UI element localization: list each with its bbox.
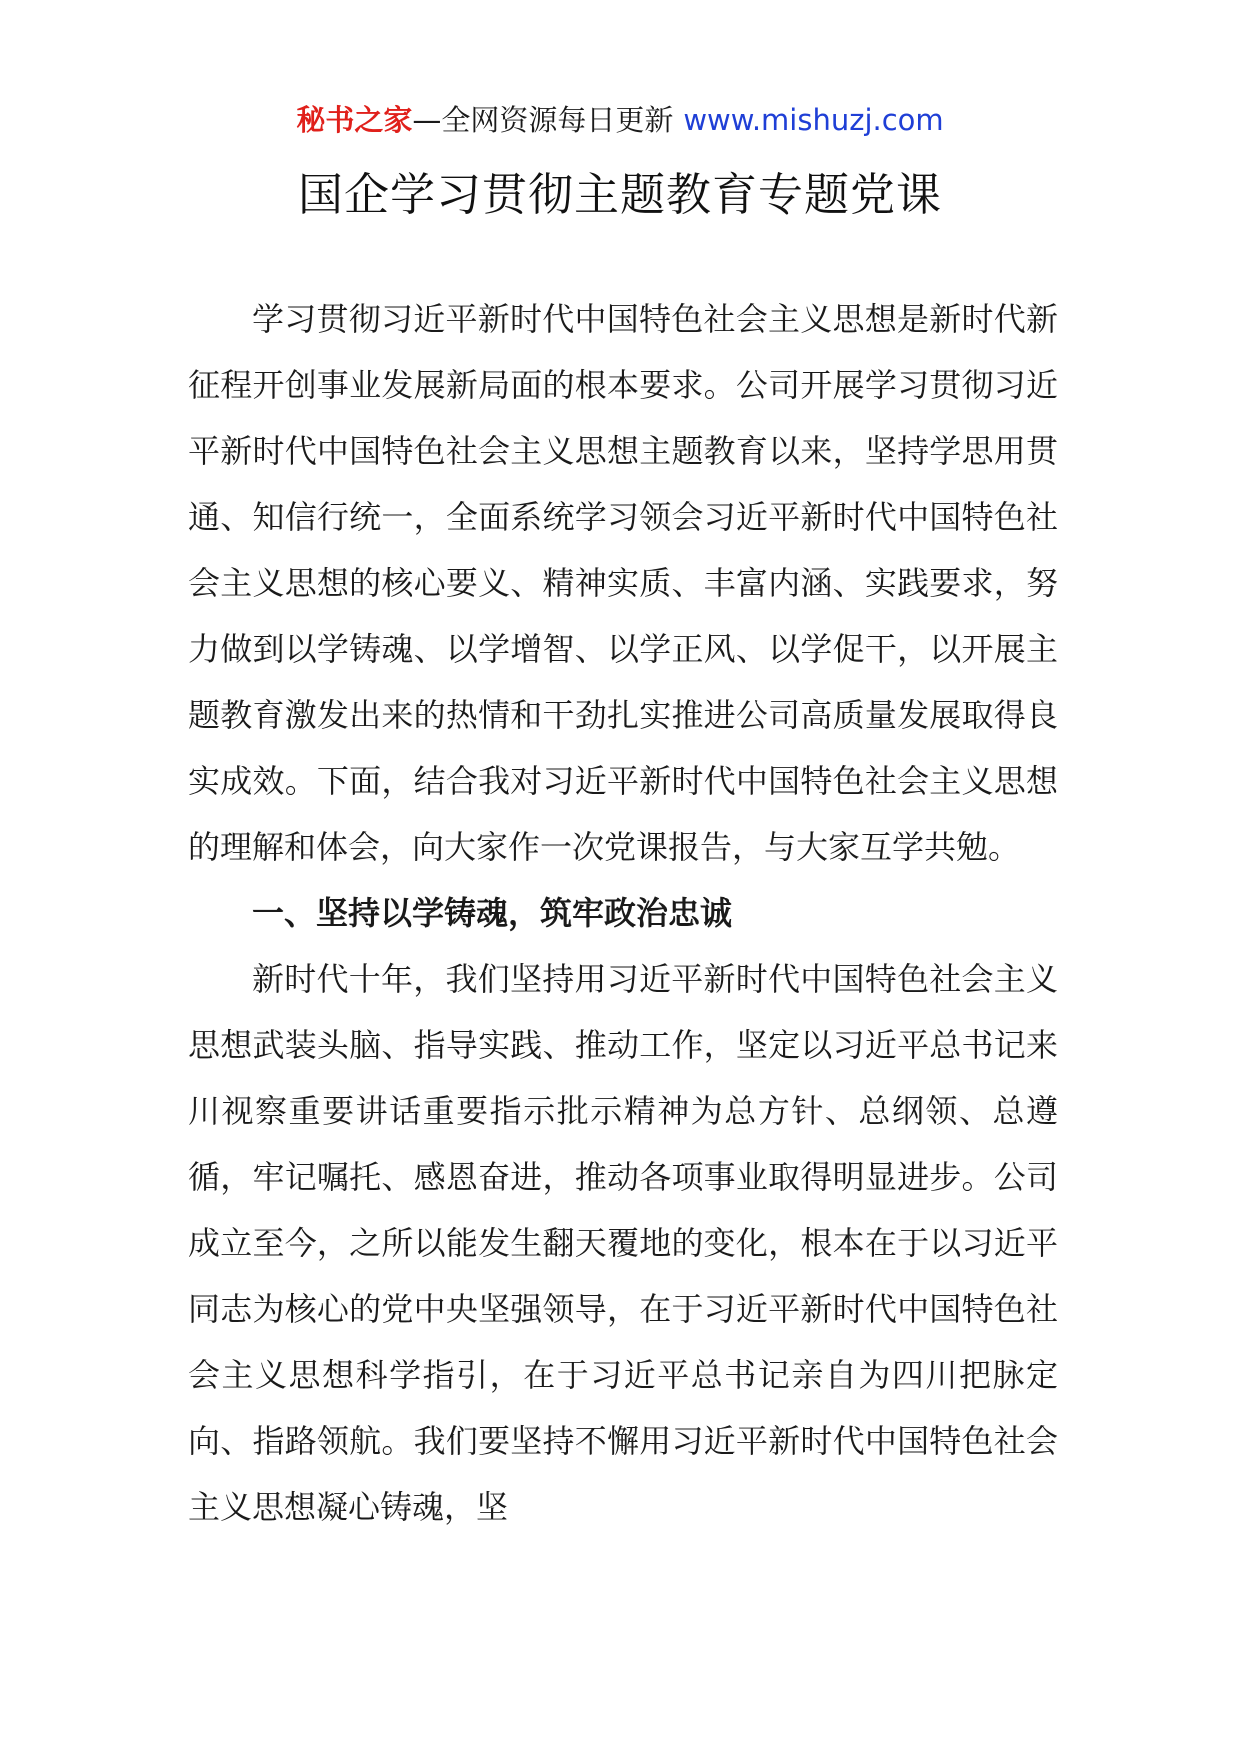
document-title: 国企学习贯彻主题教育专题党课 — [297, 168, 942, 221]
header-slogan: —全网资源每日更新 — [412, 103, 674, 137]
intro-paragraph: 学习贯彻习近平新时代中国特色社会主义思想是新时代新征程开创事业发展新局面的根本要求。公司开展学习贯彻习近平新时代中国特色社会主义思想主题教育以来，坚持学思用贯通、知信行统一，全面系统学习领会习近平新时代中国特色社会主义思想的核心要义、精神实质、丰富内涵、实践要求，努力做到以学铸魂、以学增智、以学正风、以学促干，以开展主题教育激发出来的热情和干劲扎实推进公司高质量发展取得良实成效。下面，结合我对习近平新时代中国特色社会主义思想的理解和体会，向大家作一次党课报告，与大家互学共勉。 — [188, 300, 1058, 866]
brand-name: 秘书之家 — [296, 103, 413, 137]
section-1-heading: 一、坚持以学铸魂，筑牢政治忠诚 — [252, 894, 733, 932]
document-body — [188, 286, 1058, 1540]
section-1-paragraph: 新时代十年，我们坚持用习近平新时代中国特色社会主义思想武装头脑、指导实践、推动工作，坚定以习近平总书记来川视察重要讲话重要指示批示精神为总方针、总纲领、总遵循，牢记嘱托、感恩奋进，推动各项事业取得明显进步。公司成立至今，之所以能发生翻天覆地的变化，根本在于以习近平同志为核心的党中央坚强领导，在于习近平新时代中国特色社会主义思想科学指引，在于习近平总书记亲自为四川把脉定向、指路领航。我们要坚持不懈用习近平新时代中国特色社会主义思想凝心铸魂，坚 — [188, 960, 1058, 1526]
page-header — [0, 98, 1240, 142]
website-link[interactable]: www.mishuzj.com — [683, 103, 944, 137]
